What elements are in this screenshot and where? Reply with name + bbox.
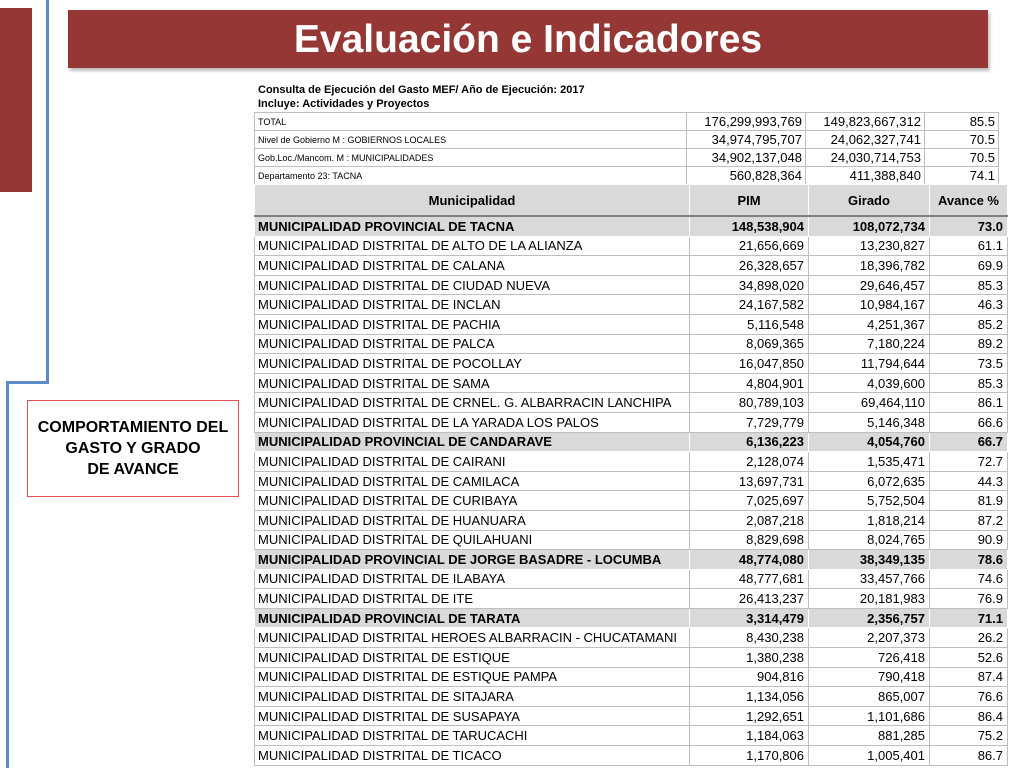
cell-avance: 52.6 bbox=[930, 648, 1008, 668]
cell-municipalidad: MUNICIPALIDAD DISTRITAL DE CIUDAD NUEVA bbox=[255, 275, 690, 295]
cell-avance: 61.1 bbox=[930, 236, 1008, 256]
cell-girado: 4,054,760 bbox=[809, 432, 930, 452]
cell-pim: 26,413,237 bbox=[690, 589, 809, 609]
table-row bbox=[255, 608, 1008, 628]
cell-girado: 881,285 bbox=[809, 726, 930, 746]
summary-avance: 70.5 bbox=[925, 131, 999, 149]
cell-municipalidad: MUNICIPALIDAD DISTRITAL DE QUILAHUANI bbox=[255, 530, 690, 550]
cell-municipalidad: MUNICIPALIDAD DISTRITAL DE PALCA bbox=[255, 334, 690, 354]
cell-girado: 33,457,766 bbox=[809, 569, 930, 589]
cell-municipalidad: MUNICIPALIDAD PROVINCIAL DE TARATA bbox=[255, 608, 690, 628]
cell-pim: 13,697,731 bbox=[690, 471, 809, 491]
cell-municipalidad: MUNICIPALIDAD DISTRITAL DE CALANA bbox=[255, 256, 690, 276]
table-row bbox=[255, 256, 1008, 276]
cell-avance: 75.2 bbox=[930, 726, 1008, 746]
cell-pim: 2,087,218 bbox=[690, 510, 809, 530]
cell-pim: 1,380,238 bbox=[690, 648, 809, 668]
cell-pim: 26,328,657 bbox=[690, 256, 809, 276]
cell-girado: 4,039,600 bbox=[809, 373, 930, 393]
summary-table bbox=[254, 112, 999, 185]
col-header-pim: PIM bbox=[690, 185, 809, 217]
left-decor-bar bbox=[0, 8, 32, 192]
cell-avance: 76.6 bbox=[930, 687, 1008, 707]
cell-municipalidad: MUNICIPALIDAD DISTRITAL DE CAMILACA bbox=[255, 471, 690, 491]
cell-municipalidad: MUNICIPALIDAD PROVINCIAL DE TACNA bbox=[255, 216, 690, 236]
cell-avance: 78.6 bbox=[930, 550, 1008, 570]
cell-municipalidad: MUNICIPALIDAD DISTRITAL DE SITAJARA bbox=[255, 687, 690, 707]
table-row bbox=[255, 393, 1008, 413]
cell-municipalidad: MUNICIPALIDAD DISTRITAL DE ESTIQUE bbox=[255, 648, 690, 668]
table-row bbox=[255, 373, 1008, 393]
cell-avance: 26.2 bbox=[930, 628, 1008, 648]
decor-line bbox=[6, 381, 49, 384]
summary-label: Departamento 23: TACNA bbox=[255, 167, 687, 185]
cell-pim: 8,829,698 bbox=[690, 530, 809, 550]
cell-municipalidad: MUNICIPALIDAD DISTRITAL HEROES ALBARRACIN - CHUCATAMANI bbox=[255, 628, 690, 648]
cell-avance: 89.2 bbox=[930, 334, 1008, 354]
cell-girado: 6,072,635 bbox=[809, 471, 930, 491]
table-row bbox=[255, 236, 1008, 256]
summary-row bbox=[255, 131, 999, 149]
cell-girado: 726,418 bbox=[809, 648, 930, 668]
table-row bbox=[255, 530, 1008, 550]
table-row bbox=[255, 589, 1008, 609]
cell-avance: 85.2 bbox=[930, 314, 1008, 334]
cell-municipalidad: MUNICIPALIDAD DISTRITAL DE CRNEL. G. ALBARRACIN LANCHIPA bbox=[255, 393, 690, 413]
summary-pim: 34,974,795,707 bbox=[687, 131, 806, 149]
table-row bbox=[255, 510, 1008, 530]
cell-municipalidad: MUNICIPALIDAD DISTRITAL DE ITE bbox=[255, 589, 690, 609]
table-row bbox=[255, 491, 1008, 511]
cell-girado: 11,794,644 bbox=[809, 354, 930, 374]
cell-avance: 86.4 bbox=[930, 706, 1008, 726]
cell-municipalidad: MUNICIPALIDAD DISTRITAL DE ESTIQUE PAMPA bbox=[255, 667, 690, 687]
cell-municipalidad: MUNICIPALIDAD DISTRITAL DE HUANUARA bbox=[255, 510, 690, 530]
cell-pim: 34,898,020 bbox=[690, 275, 809, 295]
cell-girado: 790,418 bbox=[809, 667, 930, 687]
cell-girado: 38,349,135 bbox=[809, 550, 930, 570]
cell-municipalidad: MUNICIPALIDAD DISTRITAL DE ALTO DE LA ALIANZA bbox=[255, 236, 690, 256]
cell-girado: 865,007 bbox=[809, 687, 930, 707]
cell-avance: 87.2 bbox=[930, 510, 1008, 530]
callout-line: GASTO Y GRADO bbox=[65, 440, 201, 457]
cell-girado: 5,146,348 bbox=[809, 412, 930, 432]
cell-girado: 8,024,765 bbox=[809, 530, 930, 550]
cell-municipalidad: MUNICIPALIDAD DISTRITAL DE LA YARADA LOS PALOS bbox=[255, 412, 690, 432]
table-row bbox=[255, 706, 1008, 726]
summary-girado: 149,823,667,312 bbox=[806, 113, 925, 131]
cell-girado: 1,101,686 bbox=[809, 706, 930, 726]
cell-pim: 6,136,223 bbox=[690, 432, 809, 452]
table-row bbox=[255, 471, 1008, 491]
cell-avance: 86.7 bbox=[930, 746, 1008, 766]
cell-avance: 66.7 bbox=[930, 432, 1008, 452]
cell-pim: 48,774,080 bbox=[690, 550, 809, 570]
cell-pim: 1,170,806 bbox=[690, 746, 809, 766]
cell-pim: 8,430,238 bbox=[690, 628, 809, 648]
table-row bbox=[255, 569, 1008, 589]
cell-municipalidad: MUNICIPALIDAD PROVINCIAL DE JORGE BASADRE - LOCUMBA bbox=[255, 550, 690, 570]
cell-girado: 7,180,224 bbox=[809, 334, 930, 354]
cell-girado: 1,005,401 bbox=[809, 746, 930, 766]
cell-avance: 73.5 bbox=[930, 354, 1008, 374]
cell-pim: 24,167,582 bbox=[690, 295, 809, 315]
cell-municipalidad: MUNICIPALIDAD PROVINCIAL DE CANDARAVE bbox=[255, 432, 690, 452]
summary-pim: 176,299,993,769 bbox=[687, 113, 806, 131]
table-row bbox=[255, 726, 1008, 746]
cell-girado: 18,396,782 bbox=[809, 256, 930, 276]
summary-label: Nivel de Gobierno M : GOBIERNOS LOCALES bbox=[255, 131, 687, 149]
callout-line: DE AVANCE bbox=[87, 461, 179, 478]
table-row bbox=[255, 334, 1008, 354]
summary-pim: 560,828,364 bbox=[687, 167, 806, 185]
decor-line bbox=[46, 0, 49, 382]
summary-avance: 74.1 bbox=[925, 167, 999, 185]
cell-avance: 85.3 bbox=[930, 373, 1008, 393]
table-row bbox=[255, 275, 1008, 295]
cell-pim: 48,777,681 bbox=[690, 569, 809, 589]
table-row bbox=[255, 314, 1008, 334]
cell-pim: 1,184,063 bbox=[690, 726, 809, 746]
cell-pim: 8,069,365 bbox=[690, 334, 809, 354]
municipal-table bbox=[254, 184, 1008, 766]
cell-girado: 20,181,983 bbox=[809, 589, 930, 609]
cell-girado: 10,984,167 bbox=[809, 295, 930, 315]
summary-girado: 24,062,327,741 bbox=[806, 131, 925, 149]
cell-pim: 1,134,056 bbox=[690, 687, 809, 707]
cell-girado: 1,535,471 bbox=[809, 452, 930, 472]
callout-line: COMPORTAMIENTO DEL bbox=[37, 419, 229, 436]
cell-avance: 72.7 bbox=[930, 452, 1008, 472]
col-header-municipalidad: Municipalidad bbox=[255, 185, 690, 217]
table-row bbox=[255, 628, 1008, 648]
cell-pim: 148,538,904 bbox=[690, 216, 809, 236]
cell-girado: 1,818,214 bbox=[809, 510, 930, 530]
summary-label: TOTAL bbox=[255, 113, 687, 131]
cell-municipalidad: MUNICIPALIDAD DISTRITAL DE INCLAN bbox=[255, 295, 690, 315]
table-row bbox=[255, 550, 1008, 570]
col-header-avance: Avance % bbox=[930, 185, 1008, 217]
cell-pim: 4,804,901 bbox=[690, 373, 809, 393]
summary-row bbox=[255, 149, 999, 167]
cell-girado: 29,646,457 bbox=[809, 275, 930, 295]
cell-municipalidad: MUNICIPALIDAD DISTRITAL DE POCOLLAY bbox=[255, 354, 690, 374]
table-row bbox=[255, 432, 1008, 452]
summary-avance: 70.5 bbox=[925, 149, 999, 167]
cell-avance: 66.6 bbox=[930, 412, 1008, 432]
table-row bbox=[255, 412, 1008, 432]
table-row bbox=[255, 354, 1008, 374]
cell-girado: 4,251,367 bbox=[809, 314, 930, 334]
decor-line bbox=[6, 381, 9, 768]
cell-avance: 69.9 bbox=[930, 256, 1008, 276]
cell-girado: 5,752,504 bbox=[809, 491, 930, 511]
cell-avance: 87.4 bbox=[930, 667, 1008, 687]
cell-municipalidad: MUNICIPALIDAD DISTRITAL DE ILABAYA bbox=[255, 569, 690, 589]
cell-avance: 86.1 bbox=[930, 393, 1008, 413]
cell-municipalidad: MUNICIPALIDAD DISTRITAL DE SAMA bbox=[255, 373, 690, 393]
summary-label: Gob.Loc./Mancom. M : MUNICIPALIDADES bbox=[255, 149, 687, 167]
summary-girado: 411,388,840 bbox=[806, 167, 925, 185]
cell-municipalidad: MUNICIPALIDAD DISTRITAL DE CURIBAYA bbox=[255, 491, 690, 511]
cell-pim: 80,789,103 bbox=[690, 393, 809, 413]
cell-pim: 5,116,548 bbox=[690, 314, 809, 334]
cell-girado: 69,464,110 bbox=[809, 393, 930, 413]
cell-avance: 90.9 bbox=[930, 530, 1008, 550]
table-row bbox=[255, 216, 1008, 236]
cell-municipalidad: MUNICIPALIDAD DISTRITAL DE SUSAPAYA bbox=[255, 706, 690, 726]
cell-avance: 81.9 bbox=[930, 491, 1008, 511]
table-header-row bbox=[255, 185, 1008, 217]
query-subtitle: Incluye: Actividades y Proyectos bbox=[258, 98, 430, 110]
summary-girado: 24,030,714,753 bbox=[806, 149, 925, 167]
cell-pim: 7,025,697 bbox=[690, 491, 809, 511]
col-header-girado: Girado bbox=[809, 185, 930, 217]
cell-pim: 2,128,074 bbox=[690, 452, 809, 472]
table-row bbox=[255, 295, 1008, 315]
cell-pim: 21,656,669 bbox=[690, 236, 809, 256]
cell-pim: 3,314,479 bbox=[690, 608, 809, 628]
cell-pim: 16,047,850 bbox=[690, 354, 809, 374]
table-row bbox=[255, 648, 1008, 668]
cell-pim: 1,292,651 bbox=[690, 706, 809, 726]
cell-municipalidad: MUNICIPALIDAD DISTRITAL DE PACHIA bbox=[255, 314, 690, 334]
summary-avance: 85.5 bbox=[925, 113, 999, 131]
title-banner bbox=[68, 10, 988, 68]
cell-avance: 74.6 bbox=[930, 569, 1008, 589]
cell-municipalidad: MUNICIPALIDAD DISTRITAL DE TARUCACHI bbox=[255, 726, 690, 746]
cell-girado: 13,230,827 bbox=[809, 236, 930, 256]
cell-municipalidad: MUNICIPALIDAD DISTRITAL DE CAIRANI bbox=[255, 452, 690, 472]
cell-avance: 44.3 bbox=[930, 471, 1008, 491]
summary-row bbox=[255, 113, 999, 131]
cell-avance: 85.3 bbox=[930, 275, 1008, 295]
cell-girado: 2,356,757 bbox=[809, 608, 930, 628]
callout-box bbox=[27, 400, 239, 497]
cell-municipalidad: MUNICIPALIDAD DISTRITAL DE TICACO bbox=[255, 746, 690, 766]
cell-avance: 46.3 bbox=[930, 295, 1008, 315]
cell-pim: 7,729,779 bbox=[690, 412, 809, 432]
table-row bbox=[255, 452, 1008, 472]
summary-row bbox=[255, 167, 999, 185]
query-title: Consulta de Ejecución del Gasto MEF/ Año de Ejecución: 2017 bbox=[258, 84, 585, 96]
summary-pim: 34,902,137,048 bbox=[687, 149, 806, 167]
table-row bbox=[255, 667, 1008, 687]
cell-avance: 76.9 bbox=[930, 589, 1008, 609]
table-row bbox=[255, 746, 1008, 766]
cell-girado: 2,207,373 bbox=[809, 628, 930, 648]
cell-avance: 73.0 bbox=[930, 216, 1008, 236]
cell-avance: 71.1 bbox=[930, 608, 1008, 628]
page-title: Evaluación e Indicadores bbox=[293, 18, 763, 61]
cell-girado: 108,072,734 bbox=[809, 216, 930, 236]
table-row bbox=[255, 687, 1008, 707]
cell-pim: 904,816 bbox=[690, 667, 809, 687]
